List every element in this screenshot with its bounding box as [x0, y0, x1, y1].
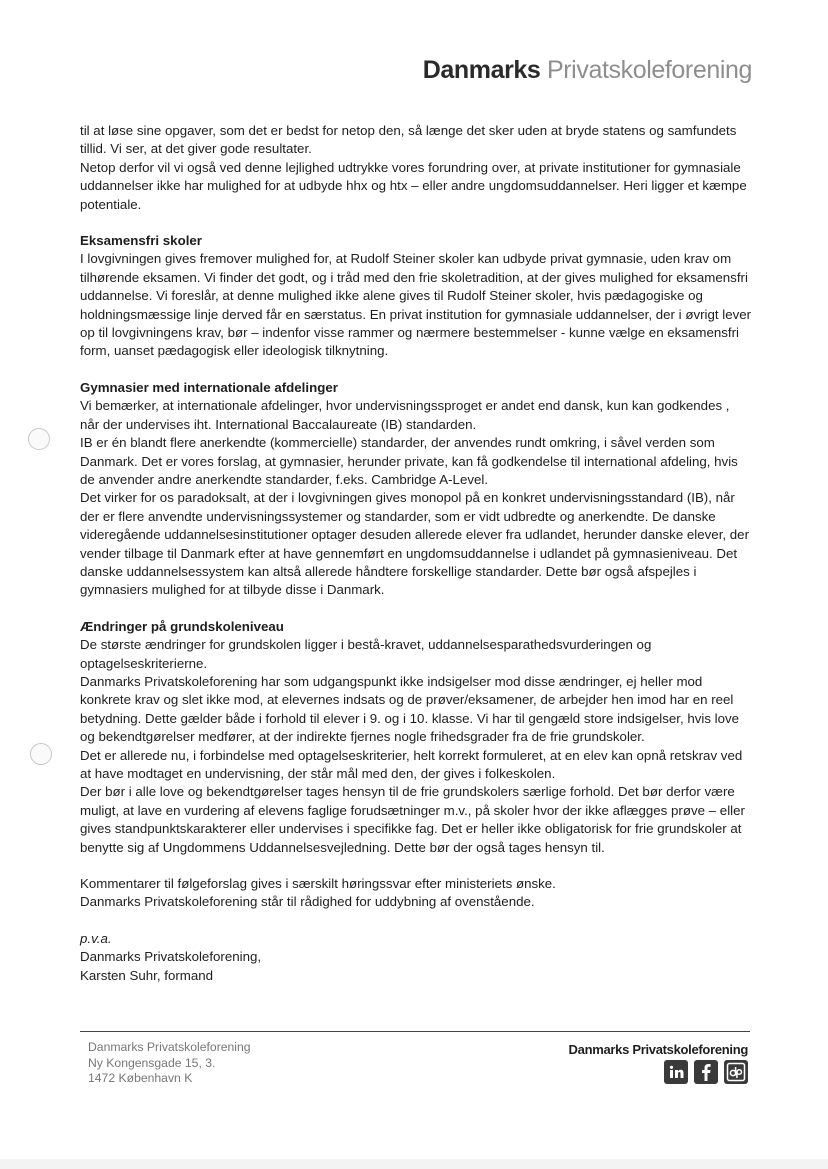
footer-social-icons: [664, 1060, 748, 1084]
section-2-paragraph-1: Vi bemærker, at internationale afdelinger, hvor undervisningssproget er andet end dansk, kun kan godkendes , når der undervises iht. International Baccalaureate (IB) standarden.: [80, 398, 730, 432]
section-heading-eksamensfri: Eksamensfri skoler: [80, 233, 202, 249]
section-3-paragraph-2: Danmarks Privatskoleforening har som udgangspunkt ikke indsigelser mod disse ændringer, ej heller mod konkrete krav og slet ikke mod, at elevernes indsats og de prøver/eksamener, de arbejder hen imod har en reel betydning. Dette gælder både i forhold til elever i 9. og i 10. klasse. Vi har til gengæld store indsigelser, hvis love og bekendtgørelser medfører, at der indirekte fjernes nogle frihedsgrader fra de frie grundskoler.: [80, 673, 740, 745]
footer-address-line: Danmarks Privatskoleforening: [88, 1040, 251, 1054]
section-2-paragraph-2: IB er én blandt flere anerkendte (kommercielle) standarder, der anvendes rundt omkring, i såvel verden som Danmark. Det er vores forslag, at gymnasier, herunder private, kan få godkendelse til international afdeling, hvis de anvender andre anerkendte standarder, f.eks. Cambridge A-Level.: [80, 435, 738, 487]
section-3-paragraph-1: De største ændringer for grundskolen ligger i bestå-kravet, uddannelsesparathedsvurderingen og optagelseskriterierne.: [80, 637, 652, 671]
footer-address-line: Ny Kongensgade 15, 3.: [88, 1055, 216, 1070]
section-heading-gymnasier: Gymnasier med internationale afdelinger: [80, 379, 338, 395]
footer-brand: Danmarks Privatskoleforening: [568, 1042, 748, 1057]
header-brand-bold: Danmarks: [422, 56, 541, 84]
closing-line-2: Danmarks Privatskoleforening står til rådighed for uddybning af ovenstående.: [80, 894, 535, 910]
signature-pva: p.v.a.: [80, 930, 112, 946]
section-1-paragraph: I lovgivningen gives fremover mulighed for, at Rudolf Steiner skoler kan udbyde privat gymnasie, uden krav om tilhørende eksamen. Vi finder det godt, og i tråd med den frie skoletradition, at der gives mulighed for eksamensfri uddannelse. Vi foreslår, at denne mulighed ikke alene gives til Rudolf Steiner skoler, hvis pædagogiske og holdningsmæssige linje derved får en særstatus. En privat institution for gymnasiale uddannelser, der i øvrigt lever op til lovgivningens krav, bør – indenfor visse rammer og nærmere bestemmelser - kunne vælge en eksamensfri form, uanset pædagogisk eller ideologisk tilknytning.: [80, 251, 752, 359]
footer-address: [88, 1040, 251, 1087]
facebook-icon[interactable]: [694, 1060, 718, 1084]
section-heading-grundskole: Ændringer på grundskoleniveau: [80, 618, 284, 634]
section-3-paragraph-4: Der bør i alle love og bekendtgørelser tages hensyn til de frie grundskolers særlige forhold. Det bør derfor være muligt, at lave en vurdering af elevens faglige forudsætninger m.v., på skoler hvor der ikke aflægges prøve – eller gives standpunktskarakterer eller undervises i specifikke fag. Det er heller ikke obligatorisk for frie grundskoler at benytte sig af Ungdommens Uddannelsesvejledning. Dette bør der også tages hensyn til.: [80, 784, 745, 855]
signature-name: Karsten Suhr, formand: [80, 967, 214, 983]
footer-divider: [80, 1031, 750, 1032]
header-brand-light: Privatskoleforening: [546, 56, 752, 84]
intro-paragraph-1: til at løse sine opgaver, som det er bedst for netop den, så længe det sker uden at bryde statens og samfundets tillid. Vi ser, at det giver gode resultater.: [80, 123, 737, 157]
closing-line-1: Kommentarer til følgeforslag gives i særskilt høringssvar efter ministeriets ønske.: [80, 876, 556, 892]
signature-org: Danmarks Privatskoleforening,: [80, 949, 262, 965]
footer-address-line: 1472 København K: [88, 1071, 193, 1086]
scan-edge: [0, 1159, 828, 1169]
section-2-paragraph-3: Det virker for os paradoksalt, at der i lovgivningen gives monopol på en konkret undervisningsstandard (IB), når der er flere anvendte undervisningssystemer og standarder, som er vidt udbredte og anerkendte. De danske videregående uddannelsesinstitutioner optager desuden allerede elever fra udlandet, herunder danske elever, der vender tilbage til Danmark efter at have gennemført en ungdomsuddannelse i udlandet på gymnasieniveau. Det danske uddannelsessystem kan altså allerede håndtere forskellige standarder. Dette bør også afspejles i gymnasiers mulighed for at tilbyde disse i Danmark.: [80, 490, 750, 598]
intro-paragraph-2: Netop derfor vil vi også ved denne lejlighed udtrykke vores forundring over, at private institutioner for gymnasiale uddannelser ikke har mulighed for at udbyde hhx og htx – eller andre ungdomsuddannelser. Heri ligger et kæmpe potentiale.: [80, 159, 747, 212]
header-logo: [423, 56, 752, 85]
linkedin-icon[interactable]: [664, 1060, 688, 1084]
letter-body: [80, 122, 752, 985]
section-3-paragraph-3: Det er allerede nu, i forbindelse med optagelseskriterier, helt korrekt formuleret, at en elev kan opnå retskrav ved at have modtaget en undervisning, der står mål med den, der gives i folkeskolen.: [80, 747, 743, 781]
dp-logo-icon[interactable]: [724, 1060, 748, 1084]
punch-hole-upper: [28, 428, 50, 450]
punch-hole-lower: [30, 743, 52, 765]
